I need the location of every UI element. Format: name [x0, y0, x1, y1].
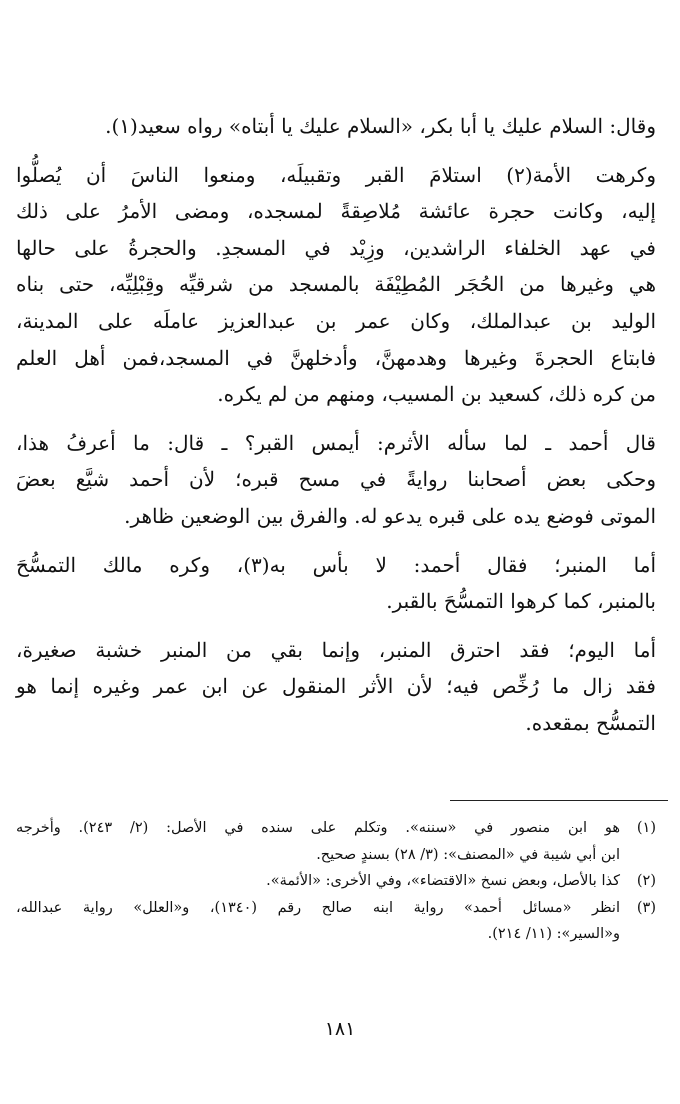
- text-line: وكرهت الأمة(٢) استلامَ القبر وتقبيلَه، ومنعوا الناسَ أن يُصلُّوا: [16, 162, 656, 187]
- footnote: [16, 815, 656, 868]
- footnote-line: كذا بالأصل، وبعض نسخ «الاقتضاء»، وفي الأخرى: «الأئمة».: [266, 873, 620, 889]
- paragraph: [16, 547, 656, 620]
- text-line: أما المنبر؛ فقال أحمد: لا بأس به(٣)، وكره مالك التمسُّحَ: [16, 552, 657, 577]
- footnote-line: و«السير»: (١١/ ٢١٤).: [487, 926, 620, 942]
- footnote-text: [16, 815, 620, 868]
- text-line: إليه، وكانت حجرة عائشة مُلاصِقةً لمسجده، ومضى الأمرُ على ذلك: [16, 199, 656, 224]
- footnote: [16, 895, 656, 948]
- paragraph: [16, 108, 656, 145]
- page-number: ١٨١: [324, 1018, 356, 1040]
- text-line: في عهد الخلفاء الراشدين، وزِيْد في المسجدِ. والحجرةُ على حالها: [16, 235, 656, 260]
- text-line: أما اليوم؛ فقد احترق المنبر، وإنما بقي من المنبر خشبة صغيرة،: [16, 637, 656, 662]
- paragraph-gap: [16, 413, 656, 425]
- footnote-number: (٢): [636, 873, 656, 889]
- text-line: وحكى بعض أصحابنا روايةً في مسح قبره؛ لأن أحمد شيَّع بعضَ: [16, 467, 656, 492]
- text-line: من كره ذلك، كسعيد بن المسيب، ومنهم من لم يكره.: [217, 382, 656, 407]
- main-text: [16, 108, 656, 742]
- paragraph-gap: [16, 620, 656, 632]
- text-line: وقال: السلام عليك يا أبا بكر، «السلام عليك يا أبتاه» رواه سعيد(١).: [105, 114, 656, 138]
- footnote-line: ابن أبي شيبة في «المصنف»: (٣/ ٢٨) بسندٍ صحيح.: [316, 846, 620, 863]
- paragraph: [16, 425, 656, 535]
- text-line: فقد زال ما رُخِّص فيه؛ لأن الأثر المنقول عن ابن عمر وغيره إنما هو: [16, 674, 656, 699]
- footnote-text: [16, 895, 620, 948]
- text-line: التمسُّح بمقعده.: [525, 710, 656, 735]
- text-line: قال أحمد ـ لما سأله الأثرم: أيمس القبر؟ ـ قال: ما أعرفُ هذا،: [16, 430, 656, 455]
- footnote-number: (١): [636, 820, 656, 836]
- footnote: [16, 868, 656, 895]
- footnotes-section: [16, 815, 656, 948]
- footnote-text: [16, 868, 620, 895]
- text-line: الموتى فوضع يده على قبره يدعو له. والفرق بين الوضعين ظاهر.: [124, 503, 656, 528]
- paragraph: [16, 157, 656, 413]
- footnote-line: انظر «مسائل أحمد» رواية ابنه صالح رقم (١٣٤٠)، و«العلل» رواية عبدالله،: [16, 899, 620, 916]
- paragraph-gap: [16, 535, 656, 547]
- footnote-number: (٣): [636, 899, 656, 916]
- paragraph-gap: [16, 145, 656, 157]
- paragraph: [16, 632, 656, 742]
- text-line: فابتاع الحجرةَ وغيرها وهدمهنَّ، وأدخلهنَّ في المسجد،فمن أهل العلم: [16, 345, 656, 370]
- text-line: الوليد بن عبدالملك، وكان عمر بن عبدالعزيز عاملَه على المدينة،: [16, 308, 656, 333]
- footnote-line: هو ابن منصور في «سننه». وتكلم على سنده في الأصل: (٢/ ٢٤٣). وأخرجه: [16, 820, 620, 836]
- text-line: هي وغيرها من الحُجَر المُطِيْفَة بالمسجد من شرقيِّه وقِبْلِيِّه، حتى بناه: [16, 272, 656, 297]
- footnote-separator: [450, 800, 668, 801]
- text-line: بالمنبر، كما كرهوا التمسُّحَ بالقبر.: [386, 589, 656, 614]
